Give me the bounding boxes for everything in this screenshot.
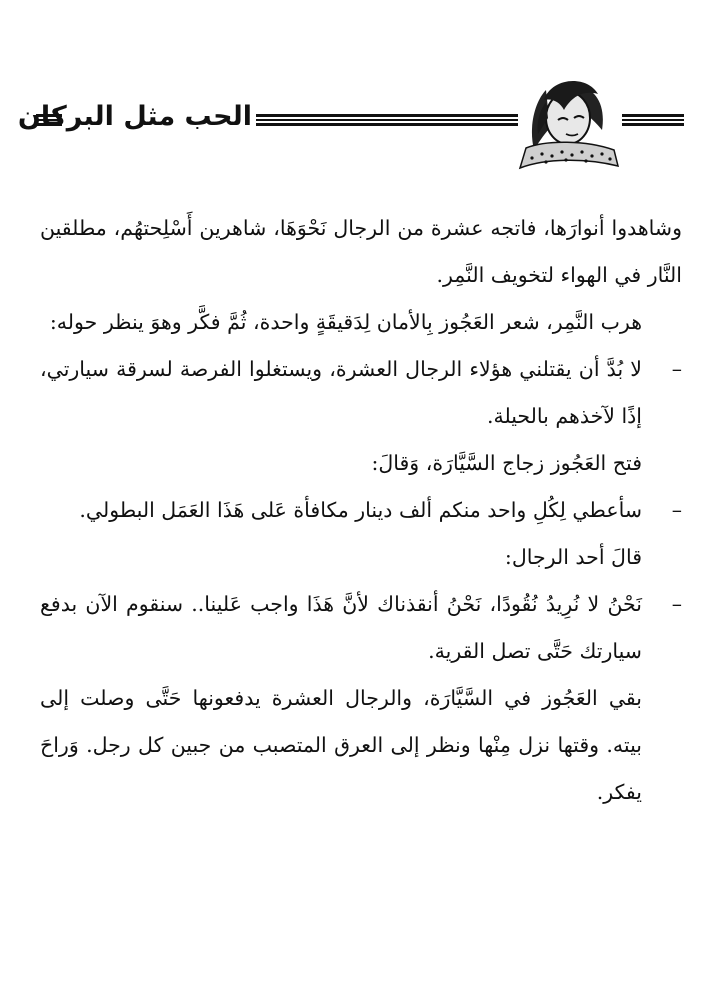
dialog-text: لا بُدَّ أن يقتلني هؤلاء الرجال العشرة، ويستغلوا الفرصة لسرقة سيارتي، إذًا لآخذهم بالحيلة. — [40, 357, 642, 428]
paragraph-3: فتح العَجُوز زجاج السَّيَّارَة، وَقالَ: — [371, 451, 642, 475]
dialog-dash: – — [671, 357, 682, 381]
header-rule-middle — [256, 114, 518, 126]
paragraph-4: قالَ أحد الرجال: — [504, 545, 642, 569]
dialog-text: نَحْنُ لا نُرِيدُ نُقُودًا، نَحْنُ أنقذناك لأنَّ هَذَا واجب عَلينا.. سنقوم الآن بدفع سيارتك حَتَّى تصل القرية. — [40, 592, 642, 663]
paragraph-2: هرب النَّمِر، شعر العَجُوز بِالأمان لِدَقيقَةٍ واحدة، ثُمَّ فكَّر وهوَ ينظر حوله: — [49, 310, 642, 334]
girl-illustration-icon — [506, 70, 626, 180]
dialog-line-3 — [40, 581, 682, 675]
paragraph-5: بقي العَجُوز في السَّيَّارَة، والرجال العشرة يدفعونها حَتَّى وصلت إلى بيته. وقتها نزل مِنْها ونظر إلى العرق المتصبب من جبين كل رجل. وَراحَ يفكر. — [40, 686, 642, 804]
dialog-line-2 — [40, 487, 682, 534]
chapter-title: الحب مثل البركان — [17, 101, 252, 132]
dialog-text: سأعطي لِكُلِ واحد منكم ألف دينار مكافأة عَلى هَذَا العَمَل البطولي. — [79, 498, 642, 522]
dialog-dash: – — [671, 592, 682, 616]
dialog-dash: – — [671, 498, 682, 522]
header-rule-right — [622, 114, 684, 126]
story-text — [40, 205, 682, 816]
chapter-header — [0, 70, 720, 180]
paragraph-1: وشاهدوا أنوارَها، فاتجه عشرة من الرجال نَحْوَهَا، شاهرين أَسْلِحتهُم، مطلقين النَّار في الهواء لتخويف النَّمِر. — [40, 216, 682, 287]
dialog-line-1 — [40, 346, 682, 440]
